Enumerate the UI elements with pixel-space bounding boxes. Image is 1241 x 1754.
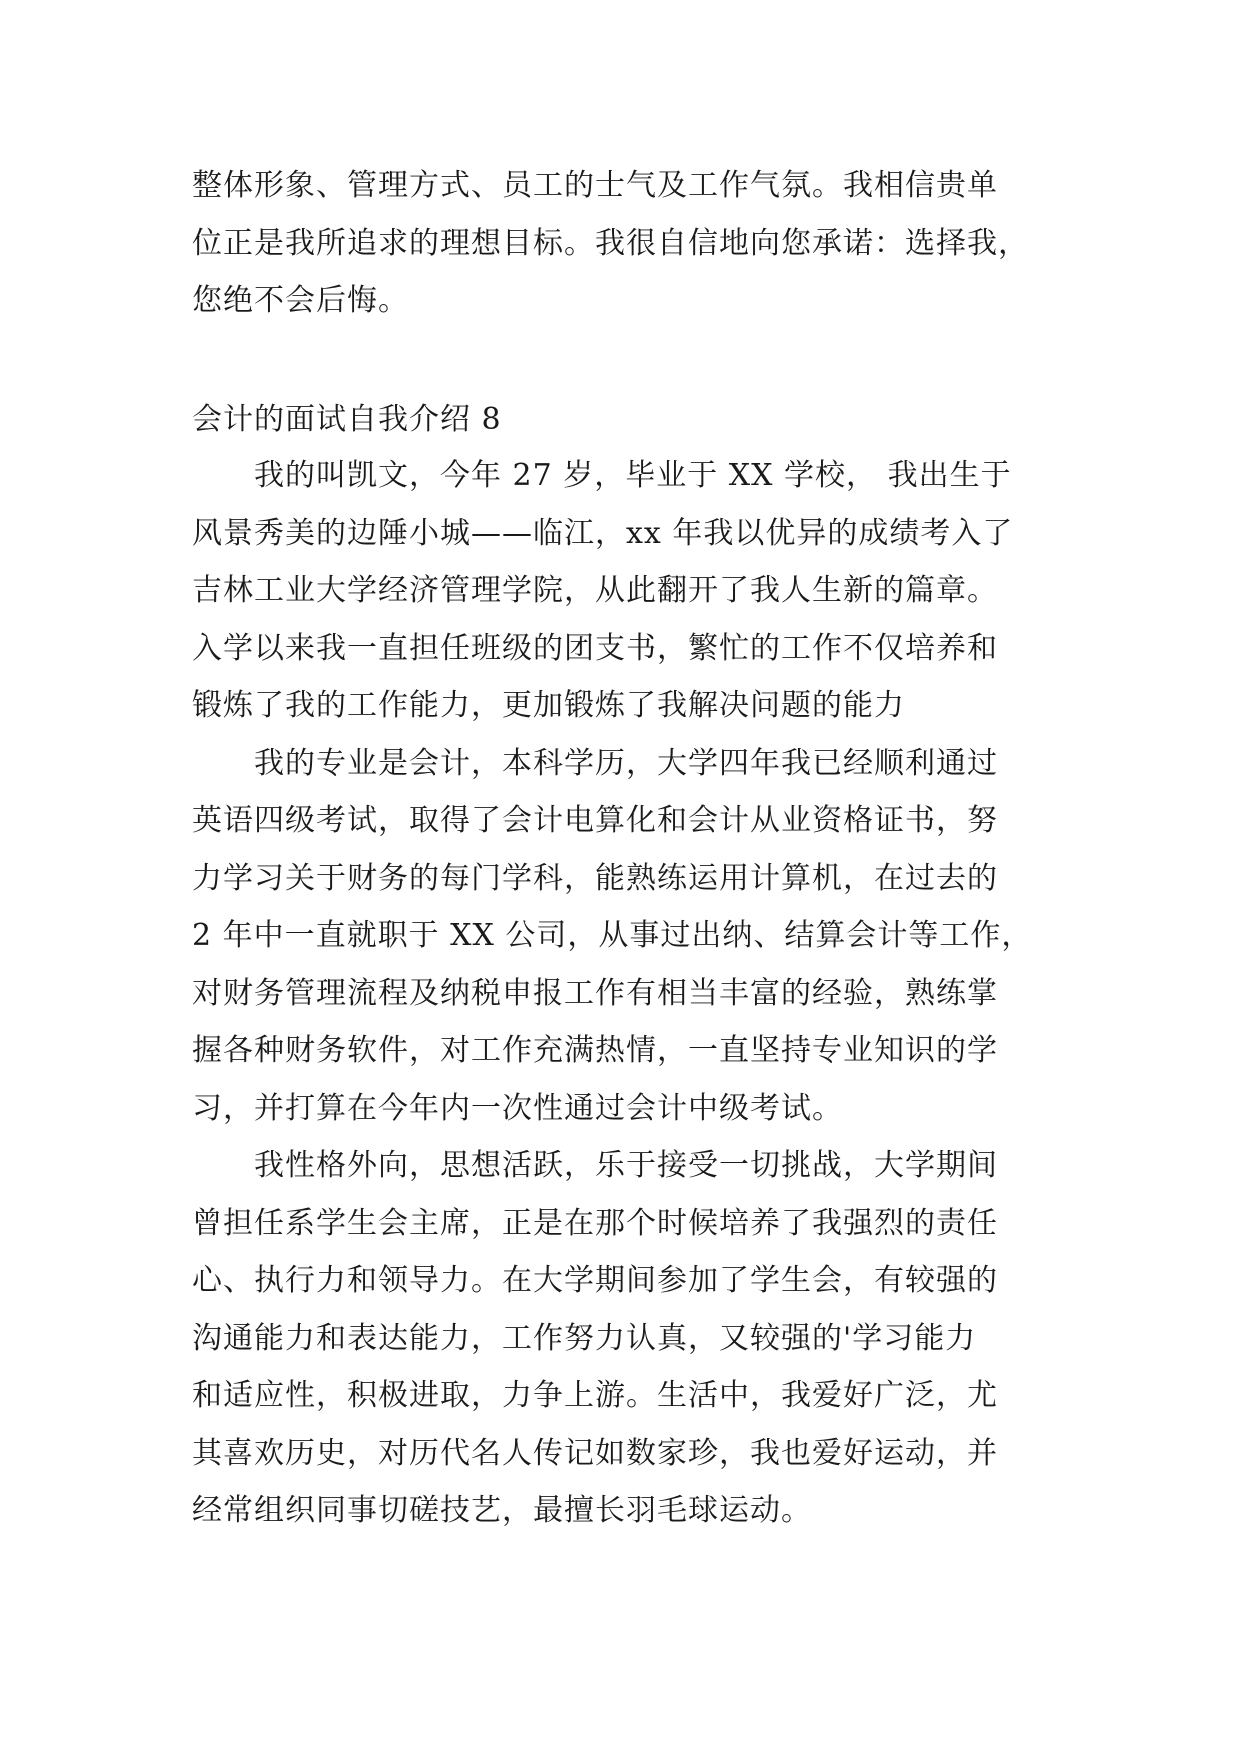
text-line: 习，并打算在今年内一次性通过会计中级考试。 <box>192 1090 843 1126</box>
section-title: 会计的面试自我介绍 8 <box>192 402 502 437</box>
text-line: 其喜欢历史，对历代名人传记如数家珍，我也爱好运动，并 <box>192 1435 998 1471</box>
text-line: 2 年中一直就职于 XX 公司，从事过出纳、结算会计等工作， <box>192 918 1033 953</box>
text-line: 英语四级考试，取得了会计电算化和会计从业资格证书，努 <box>192 803 998 838</box>
text-line: 曾担任系学生会主席，正是在那个时候培养了我强烈的责任 <box>192 1205 998 1241</box>
text-line: 力学习关于财务的每门学科，能熟练运用计算机，在过去的 <box>192 860 998 896</box>
text-line: 沟通能力和表达能力，工作努力认真，又较强的'学习能力 <box>192 1320 977 1356</box>
text-line: 吉林工业大学经济管理学院，从此翻开了我人生新的篇章。 <box>192 573 998 608</box>
text-line: 我的叫凯文，今年 27 岁，毕业于 XX 学校， 我出生于 <box>192 458 1012 493</box>
text-line: 风景秀美的边陲小城——临江，xx 年我以优异的成绩考入了 <box>192 515 1014 551</box>
text-line: 对财务管理流程及纳税申报工作有相当丰富的经验，熟练掌 <box>192 975 998 1011</box>
text-line: 握各种财务软件，对工作充满热情，一直坚持专业知识的学 <box>192 1033 998 1068</box>
text-line: 我性格外向，思想活跃，乐于接受一切挑战，大学期间 <box>192 1148 998 1183</box>
text-line: 位正是我所追求的理想目标。我很自信地向您承诺：选择我， <box>192 225 1029 261</box>
text-line: 我的专业是会计，本科学历，大学四年我已经顺利通过 <box>192 745 998 781</box>
text-line: 整体形象、管理方式、员工的士气及工作气氛。我相信贵单 <box>192 168 998 203</box>
text-line: 和适应性，积极进取，力争上游。生活中，我爱好广泛，尤 <box>192 1378 998 1413</box>
intro-paragraph <box>192 157 1072 330</box>
text-line: 入学以来我一直担任班级的团支书，繁忙的工作不仅培养和 <box>192 630 998 666</box>
text-line: 经常组织同事切磋技艺，最擅长羽毛球运动。 <box>192 1493 812 1528</box>
text-line: 锻炼了我的工作能力，更加锻炼了我解决问题的能力 <box>192 688 905 723</box>
text-line: 心、执行力和领导力。在大学期间参加了学生会，有较强的 <box>192 1263 998 1298</box>
text-line: 您绝不会后悔。 <box>192 283 409 318</box>
body-text <box>192 447 1072 1540</box>
